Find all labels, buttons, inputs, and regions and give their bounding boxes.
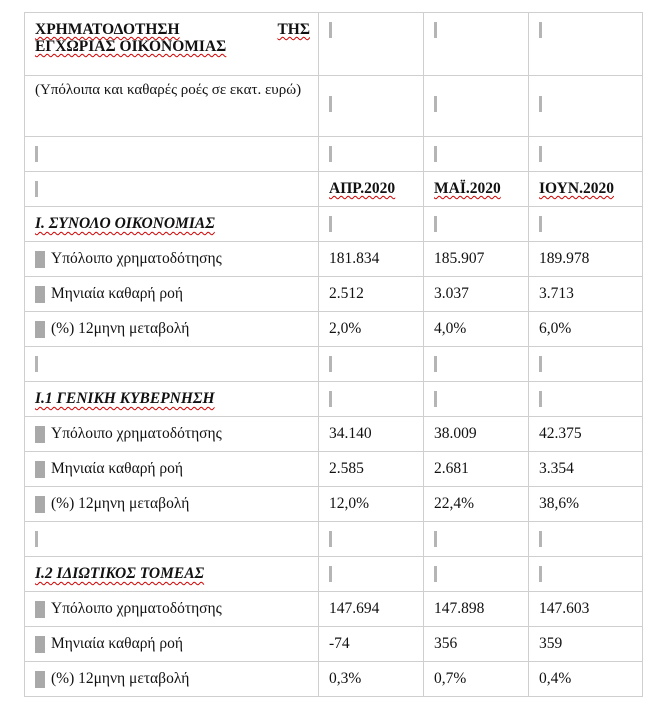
table-row [25, 592, 643, 627]
empty-cell-marker [329, 146, 332, 162]
empty-cell-marker [434, 356, 437, 372]
table-cell: 38.009 [424, 417, 529, 452]
table-row [25, 452, 643, 487]
table-row [25, 312, 643, 347]
row-label: Μηνιαία καθαρή ροή [51, 460, 183, 477]
empty-cell-marker [539, 391, 542, 407]
table-cell: 3.354 [529, 452, 643, 487]
empty-cell-marker [539, 96, 542, 112]
empty-cell-marker [539, 216, 542, 232]
table-cell: 38,6% [529, 487, 643, 522]
section-heading-row [25, 207, 643, 242]
row-label: (%) 12μηνη μεταβολή [51, 670, 190, 687]
table-cell: 22,4% [424, 487, 529, 522]
empty-cell-marker [434, 391, 437, 407]
empty-cell-marker [329, 356, 332, 372]
empty-cell-marker [434, 566, 437, 582]
table-cell: 2.512 [319, 277, 424, 312]
title-line1-left: ΧΡΗΜΑΤΟΔΟΤΗΣΗ [35, 21, 180, 38]
row-label: Υπόλοιπο χρηματοδότησης [51, 600, 222, 617]
empty-cell-marker [434, 96, 437, 112]
empty-cell-marker [35, 181, 38, 197]
row-marker [35, 671, 45, 688]
section-heading: Ι.2 ΙΔΙΩΤΙΚΟΣ ΤΟΜΕΑΣ [35, 565, 205, 582]
row-marker [35, 496, 45, 513]
empty-cell-marker [329, 391, 332, 407]
table-cell: 2.681 [424, 452, 529, 487]
row-marker [35, 461, 45, 478]
section-heading: Ι.1 ΓΕΝΙΚΗ ΚΥΒΕΡΝΗΣΗ [35, 390, 215, 407]
empty-cell-marker [329, 96, 332, 112]
table-cell: 6,0% [529, 312, 643, 347]
table-cell: 3.713 [529, 277, 643, 312]
row-marker [35, 251, 45, 268]
table-cell: 42.375 [529, 417, 643, 452]
title-line1-right: ΤΗΣ [277, 21, 310, 38]
table-cell: 3.037 [424, 277, 529, 312]
table-cell: 359 [529, 627, 643, 662]
empty-cell-marker [329, 22, 332, 38]
row-label: (%) 12μηνη μεταβολή [51, 320, 190, 337]
empty-cell-marker [35, 146, 38, 162]
empty-cell-marker [539, 531, 542, 547]
table-cell: 0,4% [529, 662, 643, 697]
table-cell: 185.907 [424, 242, 529, 277]
table-cell: 4,0% [424, 312, 529, 347]
column-header: ΙΟΥΝ.2020 [539, 180, 614, 197]
title-line2: ΕΓΧΩΡΙΑΣ ΟΙΚΟΝΟΜΙΑΣ [35, 38, 227, 55]
empty-cell-marker [35, 356, 38, 372]
table-cell: 0,7% [424, 662, 529, 697]
empty-cell-marker [539, 566, 542, 582]
table-row [25, 487, 643, 522]
empty-cell-marker [539, 356, 542, 372]
row-marker [35, 321, 45, 338]
table-row [25, 242, 643, 277]
table-row [25, 277, 643, 312]
empty-cell-marker [434, 146, 437, 162]
row-label: Υπόλοιπο χρηματοδότησης [51, 425, 222, 442]
header-row [25, 172, 643, 207]
row-marker [35, 286, 45, 303]
title-row [25, 13, 643, 76]
table-row [25, 417, 643, 452]
table-title [25, 13, 319, 76]
empty-cell-marker [35, 531, 38, 547]
row-marker [35, 426, 45, 443]
note-row [25, 76, 643, 137]
table-cell: 2,0% [319, 312, 424, 347]
table-cell: 181.834 [319, 242, 424, 277]
row-marker [35, 601, 45, 618]
table-row [25, 662, 643, 697]
table-cell: 12,0% [319, 487, 424, 522]
empty-cell-marker [539, 22, 542, 38]
column-header: ΑΠΡ.2020 [329, 180, 396, 197]
empty-cell-marker [329, 566, 332, 582]
table-cell: 356 [424, 627, 529, 662]
empty-cell-marker [434, 531, 437, 547]
section-heading: Ι. ΣΥΝΟΛΟ ΟΙΚΟΝΟΜΙΑΣ [35, 215, 215, 232]
row-label: Μηνιαία καθαρή ροή [51, 285, 183, 302]
table-cell: 189.978 [529, 242, 643, 277]
row-label: Υπόλοιπο χρηματοδότησης [51, 250, 222, 267]
spacer-row [25, 522, 643, 557]
section-heading-row [25, 557, 643, 592]
table-cell: -74 [319, 627, 424, 662]
spacer-row [25, 347, 643, 382]
column-header: ΜΑΪ.2020 [434, 180, 501, 197]
table-cell: 147.898 [424, 592, 529, 627]
row-label: Μηνιαία καθαρή ροή [51, 635, 183, 652]
table-row [25, 627, 643, 662]
row-marker [35, 636, 45, 653]
table-cell: 2.585 [319, 452, 424, 487]
spacer-row [25, 137, 643, 172]
table-cell: 0,3% [319, 662, 424, 697]
units-note: (Υπόλοιπα και καθαρές ροές σε εκατ. ευρώ) [35, 82, 302, 98]
empty-cell-marker [329, 531, 332, 547]
financing-table [24, 12, 643, 697]
section-heading-row [25, 382, 643, 417]
table-cell: 147.603 [529, 592, 643, 627]
empty-cell-marker [329, 216, 332, 232]
row-label: (%) 12μηνη μεταβολή [51, 495, 190, 512]
table-cell: 34.140 [319, 417, 424, 452]
table-cell: 147.694 [319, 592, 424, 627]
empty-cell-marker [539, 146, 542, 162]
empty-cell-marker [434, 216, 437, 232]
document [24, 12, 643, 697]
empty-cell-marker [434, 22, 437, 38]
